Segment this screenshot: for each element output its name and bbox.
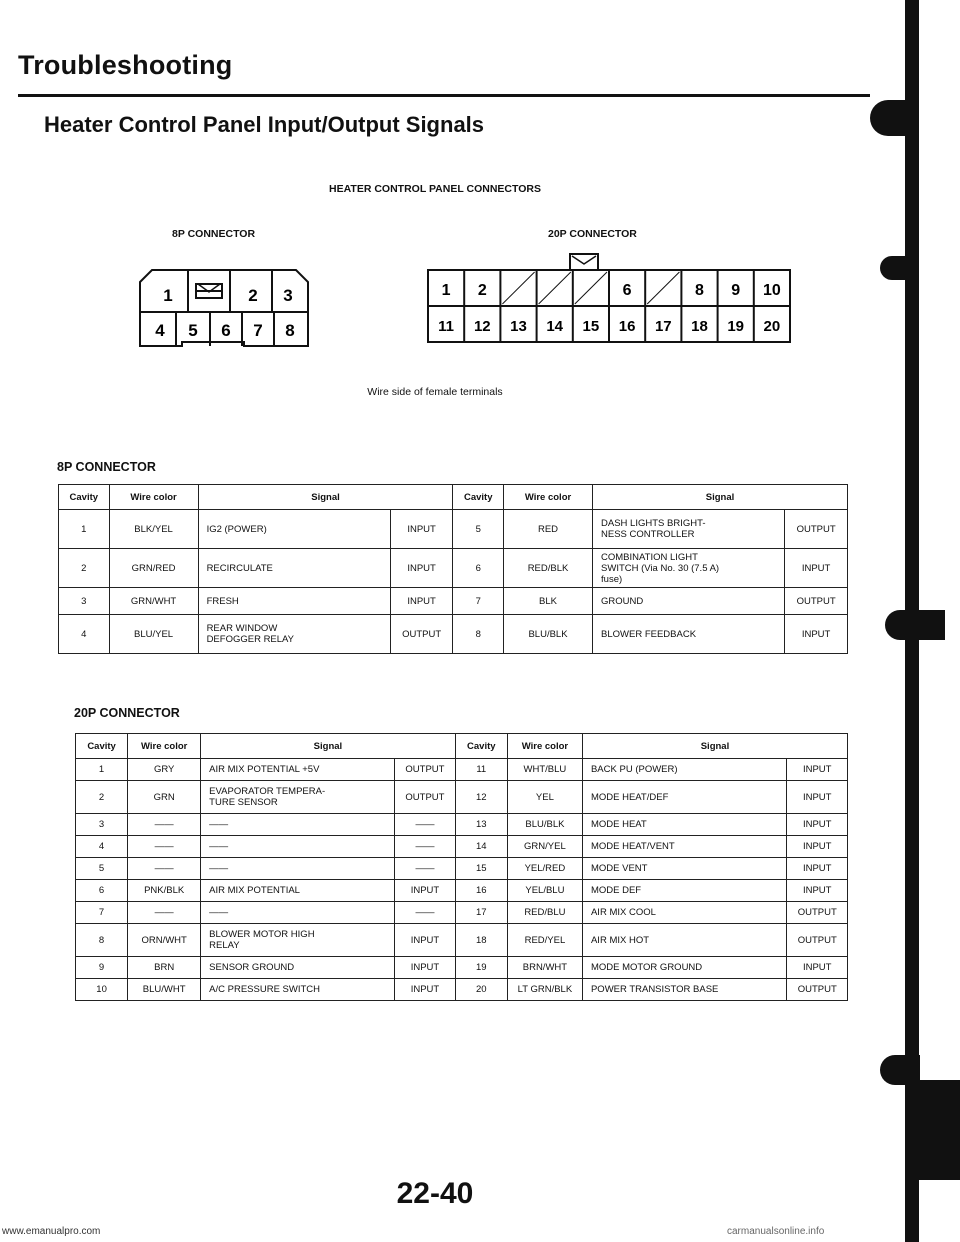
- table-8p-heading: 8P CONNECTOR: [57, 460, 156, 474]
- cavity-cell: 6: [76, 880, 128, 902]
- binding-mark: [880, 256, 910, 280]
- direction-cell: INPUT: [390, 510, 453, 549]
- connector-20p-top-row: [442, 270, 781, 306]
- table-row: [76, 814, 848, 836]
- signal-cell: RECIRCULATE: [198, 549, 390, 588]
- cavity-number: 10: [763, 282, 781, 299]
- page-number: 22-40: [396, 1177, 474, 1210]
- empty-cavity-slash: [647, 272, 679, 304]
- table-20p-heading: 20P CONNECTOR: [74, 706, 180, 720]
- wire-color-cell: RED: [504, 510, 593, 549]
- signal-cell: SENSOR GROUND: [201, 957, 395, 979]
- lock-tab-icon: [196, 284, 222, 298]
- connector-8p-diagram: [138, 268, 310, 350]
- connector-8p-bottom-row: [155, 312, 294, 346]
- table-row: [76, 858, 848, 880]
- table-row: [59, 588, 848, 615]
- signal-cell: GROUND: [593, 588, 785, 615]
- direction-cell: OUTPUT: [395, 759, 456, 781]
- signal-cell: MODE VENT: [582, 858, 786, 880]
- signal-cell: AIR MIX COOL: [582, 902, 786, 924]
- table-row: [59, 549, 848, 588]
- direction-cell: INPUT: [395, 880, 456, 902]
- cavity-cell: 7: [76, 902, 128, 924]
- direction-cell: ——: [395, 814, 456, 836]
- footer-url[interactable]: www.emanualpro.com: [2, 1226, 101, 1237]
- signal-cell: DASH LIGHTS BRIGHT- NESS CONTROLLER: [593, 510, 785, 549]
- direction-cell: OUTPUT: [785, 588, 848, 615]
- cavity-number: 8: [695, 282, 704, 299]
- signal-cell: MODE MOTOR GROUND: [582, 957, 786, 979]
- cavity-number: 5: [188, 321, 198, 340]
- cavity-cell: 1: [59, 510, 110, 549]
- cavity-cell: 14: [455, 836, 507, 858]
- cavity-cell: 2: [59, 549, 110, 588]
- wire-color-cell: BLU/BLK: [507, 814, 582, 836]
- binding-mark: [870, 100, 910, 136]
- wire-side-note: Wire side of female terminals: [367, 386, 503, 398]
- column-header: Cavity: [76, 734, 128, 759]
- table-header-row: [76, 734, 848, 759]
- table-20p: [75, 733, 848, 1001]
- wire-color-cell: RED/BLU: [507, 902, 582, 924]
- signal-cell: ——: [201, 858, 395, 880]
- cavity-number: 8: [285, 321, 295, 340]
- cavity-cell: 5: [76, 858, 128, 880]
- column-header: Signal: [593, 485, 848, 510]
- wire-color-cell: ORN/WHT: [128, 924, 201, 957]
- wire-color-cell: GRN/YEL: [507, 836, 582, 858]
- direction-cell: INPUT: [787, 781, 848, 814]
- wire-color-cell: ——: [128, 858, 201, 880]
- direction-cell: INPUT: [787, 814, 848, 836]
- cavity-cell: 15: [455, 858, 507, 880]
- table-row: [76, 781, 848, 814]
- direction-cell: INPUT: [785, 615, 848, 654]
- direction-cell: INPUT: [785, 549, 848, 588]
- wire-color-cell: YEL/BLU: [507, 880, 582, 902]
- signal-cell: AIR MIX POTENTIAL +5V: [201, 759, 395, 781]
- cavity-cell: 3: [59, 588, 110, 615]
- wire-color-cell: PNK/BLK: [128, 880, 201, 902]
- column-header: Cavity: [59, 485, 110, 510]
- signal-cell: AIR MIX POTENTIAL: [201, 880, 395, 902]
- cavity-number: 13: [510, 318, 527, 335]
- direction-cell: INPUT: [395, 957, 456, 979]
- cavity-number: 15: [582, 318, 600, 335]
- table-row: [76, 880, 848, 902]
- direction-cell: OUTPUT: [785, 510, 848, 549]
- cavity-number: 2: [248, 286, 258, 305]
- direction-cell: INPUT: [787, 880, 848, 902]
- connectors-heading: HEATER CONTROL PANEL CONNECTORS: [329, 183, 541, 195]
- column-header: Signal: [198, 485, 453, 510]
- connector-8p-label: 8P CONNECTOR: [172, 228, 256, 240]
- signal-cell: MODE HEAT/VENT: [582, 836, 786, 858]
- wire-color-cell: BRN/WHT: [507, 957, 582, 979]
- column-header: Wire color: [128, 734, 201, 759]
- binding-mark: [905, 1080, 960, 1180]
- table-row: [76, 836, 848, 858]
- wire-color-cell: BLK/YEL: [109, 510, 198, 549]
- cavity-cell: 4: [76, 836, 128, 858]
- wire-color-cell: BLU/BLK: [504, 615, 593, 654]
- cavity-number: 20: [763, 318, 781, 335]
- cavity-number: 6: [622, 282, 632, 299]
- cavity-number: 11: [438, 318, 455, 335]
- cavity-cell: 3: [76, 814, 128, 836]
- cavity-cell: 20: [455, 979, 507, 1001]
- column-header: Wire color: [504, 485, 593, 510]
- wire-color-cell: YEL: [507, 781, 582, 814]
- cavity-number: 9: [731, 282, 741, 299]
- empty-cavity-slash: [502, 272, 534, 304]
- signal-cell: MODE DEF: [582, 880, 786, 902]
- wire-color-cell: ——: [128, 836, 201, 858]
- cavity-cell: 13: [455, 814, 507, 836]
- wire-color-cell: GRN: [128, 781, 201, 814]
- title-rule: [18, 94, 870, 97]
- direction-cell: ——: [395, 902, 456, 924]
- cavity-number: 3: [283, 286, 293, 305]
- section-title: Heater Control Panel Input/Output Signals: [44, 112, 485, 137]
- cavity-cell: 18: [455, 924, 507, 957]
- column-header: Signal: [201, 734, 456, 759]
- cavity-cell: 2: [76, 781, 128, 814]
- wire-color-cell: BLK: [504, 588, 593, 615]
- signal-cell: AIR MIX HOT: [582, 924, 786, 957]
- wire-color-cell: GRN/WHT: [109, 588, 198, 615]
- cavity-number: 16: [618, 318, 636, 335]
- direction-cell: INPUT: [395, 979, 456, 1001]
- table-row: [76, 957, 848, 979]
- signal-cell: MODE HEAT/DEF: [582, 781, 786, 814]
- wire-color-cell: ——: [128, 814, 201, 836]
- cavity-cell: 6: [453, 549, 504, 588]
- signal-cell: EVAPORATOR TEMPERA- TURE SENSOR: [201, 781, 395, 814]
- signal-cell: A/C PRESSURE SWITCH: [201, 979, 395, 1001]
- connector-8p-top-row: [163, 270, 292, 312]
- cavity-cell: 17: [455, 902, 507, 924]
- lock-tab-icon: [570, 254, 598, 270]
- cavity-number: 12: [473, 318, 491, 335]
- cavity-number: 1: [163, 286, 173, 305]
- direction-cell: INPUT: [390, 549, 453, 588]
- wire-color-cell: GRN/RED: [109, 549, 198, 588]
- column-header: Cavity: [453, 485, 504, 510]
- cavity-number: 18: [691, 318, 708, 335]
- column-header: Cavity: [455, 734, 507, 759]
- connector-20p-label: 20P CONNECTOR: [548, 228, 637, 240]
- cavity-number: 14: [546, 318, 564, 335]
- signal-cell: MODE HEAT: [582, 814, 786, 836]
- direction-cell: OUTPUT: [787, 902, 848, 924]
- wire-color-cell: LT GRN/BLK: [507, 979, 582, 1001]
- cavity-cell: 19: [455, 957, 507, 979]
- signal-cell: COMBINATION LIGHT SWITCH (Via No. 30 (7.5 A) fuse): [593, 549, 785, 588]
- cavity-number: 19: [727, 318, 745, 335]
- direction-cell: INPUT: [787, 836, 848, 858]
- signal-cell: POWER TRANSISTOR BASE: [582, 979, 786, 1001]
- page-title: Troubleshooting: [18, 50, 233, 80]
- direction-cell: INPUT: [390, 588, 453, 615]
- cavity-cell: 5: [453, 510, 504, 549]
- direction-cell: INPUT: [395, 924, 456, 957]
- wire-color-cell: RED/BLK: [504, 549, 593, 588]
- wire-color-cell: YEL/RED: [507, 858, 582, 880]
- direction-cell: OUTPUT: [390, 615, 453, 654]
- cavity-cell: 8: [453, 615, 504, 654]
- signal-cell: FRESH: [198, 588, 390, 615]
- cavity-number: 6: [221, 321, 231, 340]
- table-row: [59, 615, 848, 654]
- wire-color-cell: GRY: [128, 759, 201, 781]
- table-row: [76, 924, 848, 957]
- table-8p: [58, 484, 848, 654]
- direction-cell: ——: [395, 858, 456, 880]
- table-row: [76, 902, 848, 924]
- cavity-cell: 1: [76, 759, 128, 781]
- binding-mark: [885, 610, 945, 640]
- cavity-cell: 10: [76, 979, 128, 1001]
- wire-color-cell: BRN: [128, 957, 201, 979]
- direction-cell: OUTPUT: [395, 781, 456, 814]
- connector-20p-diagram: [420, 250, 800, 350]
- wire-color-cell: ——: [128, 902, 201, 924]
- table-row: [59, 510, 848, 549]
- wire-color-cell: RED/YEL: [507, 924, 582, 957]
- signal-cell: BLOWER FEEDBACK: [593, 615, 785, 654]
- empty-cavity-slash: [539, 272, 571, 304]
- signal-cell: ——: [201, 836, 395, 858]
- cavity-number: 4: [155, 321, 165, 340]
- cavity-cell: 7: [453, 588, 504, 615]
- empty-cavity-slash: [575, 272, 607, 304]
- wire-color-cell: BLU/WHT: [128, 979, 201, 1001]
- table-header-row: [59, 485, 848, 510]
- direction-cell: OUTPUT: [787, 924, 848, 957]
- signal-cell: IG2 (POWER): [198, 510, 390, 549]
- direction-cell: INPUT: [787, 957, 848, 979]
- cavity-cell: 9: [76, 957, 128, 979]
- column-header: Wire color: [109, 485, 198, 510]
- connector-20p-bottom-row: [438, 306, 780, 342]
- cavity-cell: 4: [59, 615, 110, 654]
- footer-url-right[interactable]: carmanualsonline.info: [727, 1226, 825, 1237]
- cavity-number: 1: [441, 282, 451, 299]
- cavity-number: 17: [654, 318, 672, 335]
- cavity-cell: 8: [76, 924, 128, 957]
- wire-color-cell: BLU/YEL: [109, 615, 198, 654]
- cavity-cell: 12: [455, 781, 507, 814]
- wire-color-cell: WHT/BLU: [507, 759, 582, 781]
- cavity-cell: 11: [455, 759, 507, 781]
- cavity-cell: 16: [455, 880, 507, 902]
- signal-cell: BACK PU (POWER): [582, 759, 786, 781]
- table-row: [76, 979, 848, 1001]
- direction-cell: OUTPUT: [787, 979, 848, 1001]
- column-header: Signal: [582, 734, 847, 759]
- signal-cell: ——: [201, 902, 395, 924]
- table-row: [76, 759, 848, 781]
- signal-cell: ——: [201, 814, 395, 836]
- direction-cell: ——: [395, 836, 456, 858]
- direction-cell: INPUT: [787, 858, 848, 880]
- cavity-number: 7: [253, 321, 263, 340]
- direction-cell: INPUT: [787, 759, 848, 781]
- column-header: Wire color: [507, 734, 582, 759]
- cavity-number: 2: [477, 282, 487, 299]
- signal-cell: BLOWER MOTOR HIGH RELAY: [201, 924, 395, 957]
- signal-cell: REAR WINDOW DEFOGGER RELAY: [198, 615, 390, 654]
